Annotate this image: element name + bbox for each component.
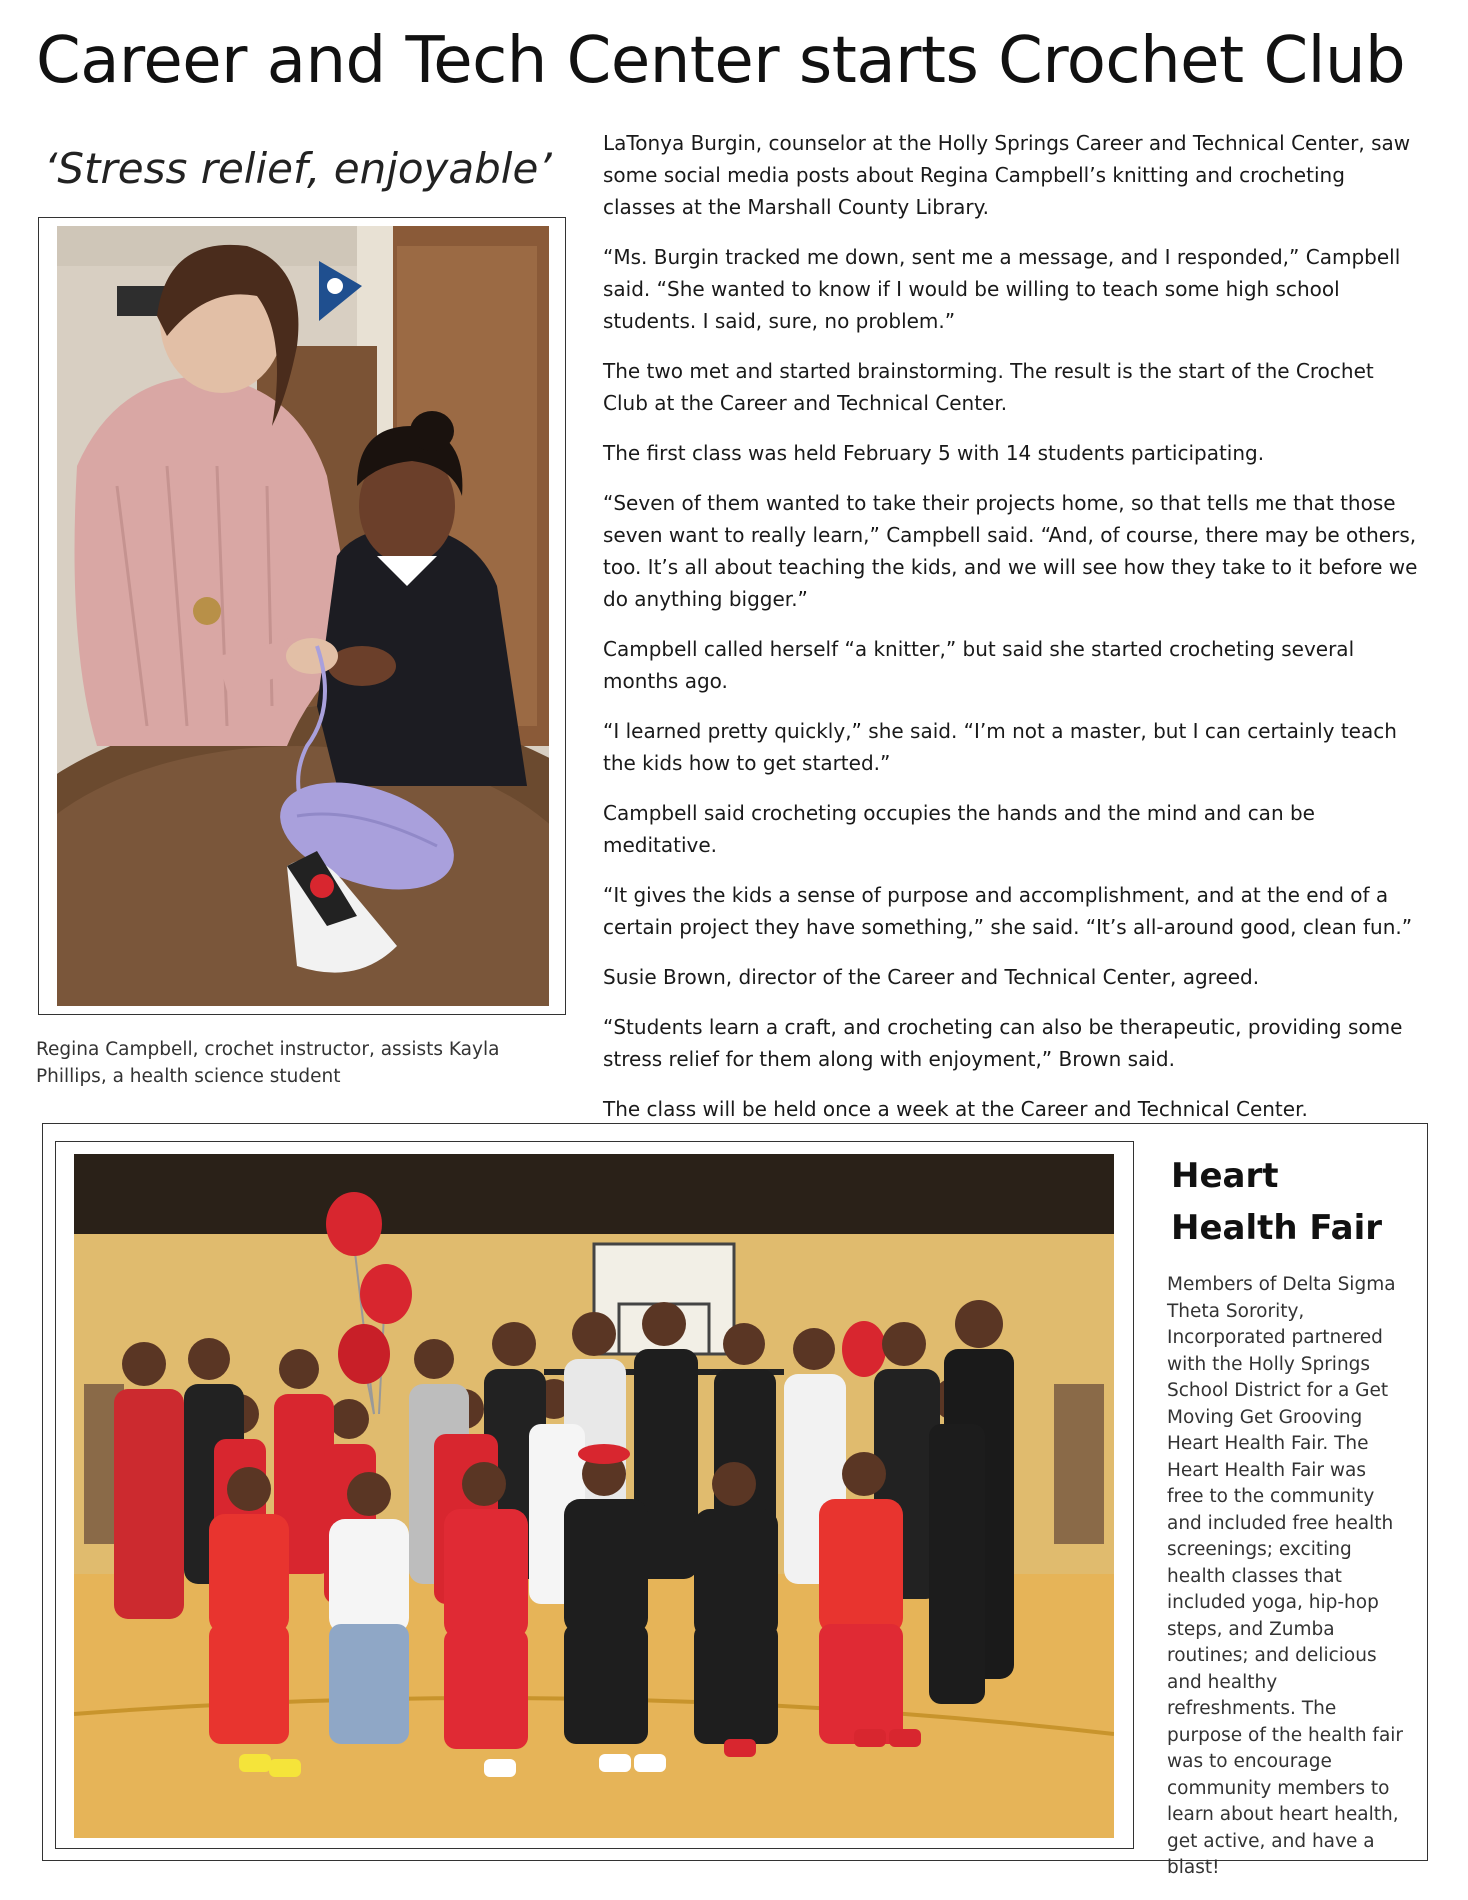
group-photo — [74, 1154, 1114, 1838]
article-subhead: ‘Stress relief, enjoyable’ — [44, 144, 552, 193]
article-paragraph: The two met and started brainstorming. The result is the start of the Crochet Club at the Career and Technical Center. — [603, 359, 1374, 415]
article-paragraph: Susie Brown, director of the Career and Technical Center, agreed. — [603, 965, 1260, 989]
crochet-photo — [57, 226, 549, 1006]
article-paragraph: “Students learn a craft, and crocheting can also be therapeutic, providing some stress relief for them along with enjoyment,” Brown said. — [603, 1015, 1403, 1071]
article-paragraph: “It gives the kids a sense of purpose and accomplishment, and at the end of a certain project they have something,” she said. “It’s all-around good, clean fun.” — [603, 883, 1413, 939]
sidebar-title-line1: Heart — [1171, 1156, 1279, 1196]
article-headline: Career and Tech Center starts Crochet Club — [36, 24, 1406, 98]
crochet-photo-caption: Regina Campbell, crochet instructor, assists Kayla Phillips, a health science student — [36, 1039, 500, 1087]
sidebar-body: Members of Delta Sigma Theta Sorority, Incorporated partnered with the Holly Springs School District for a Get Moving Get Grooving Heart Health Fair. The Heart Health Fair was free to the community and included free health screenings; exciting health classes that included yoga, hip-hop steps, and Zumba routines; and delicious and healthy refreshments. The purpose of the health fair was to encourage community members to learn about heart health, get active, and have a blast! — [1167, 1274, 1404, 1878]
sidebar-title-line2: Health Fair — [1171, 1208, 1383, 1248]
article-paragraph: “Ms. Burgin tracked me down, sent me a message, and I responded,” Campbell said. “She wanted to know if I would be willing to teach some high school students. I said, sure, no problem.” — [603, 245, 1401, 333]
article-paragraph: Campbell said crocheting occupies the hands and the mind and can be meditative. — [603, 801, 1315, 857]
sidebar-title — [1171, 1150, 1411, 1254]
group-photo-frame — [55, 1141, 1134, 1849]
crochet-photo-frame — [38, 217, 566, 1015]
article-paragraph: The first class was held February 5 with 14 students participating. — [603, 441, 1265, 465]
article-paragraph: “I learned pretty quickly,” she said. “I’m not a master, but I can certainly teach the kids how to get started.” — [603, 719, 1397, 775]
heart-health-fair-box — [42, 1123, 1428, 1878]
article-paragraph: Campbell called herself “a knitter,” but said she started crocheting several months ago. — [603, 637, 1355, 693]
article-paragraph: LaTonya Burgin, counselor at the Holly Springs Career and Technical Center, saw some social media posts about Regina Campbell’s knitting and crocheting classes at the Marshall County Library. — [603, 131, 1411, 219]
article-paragraph: The class will be held once a week at the Career and Technical Center. — [603, 1097, 1308, 1121]
article-body — [603, 127, 1423, 1143]
article-paragraph: “Seven of them wanted to take their projects home, so that tells me that those seven want to really learn,” Campbell said. “And, of course, there may be others, too. It’s all about teaching the kids, and we will see how they take to it before we do anything bigger.” — [603, 491, 1418, 611]
